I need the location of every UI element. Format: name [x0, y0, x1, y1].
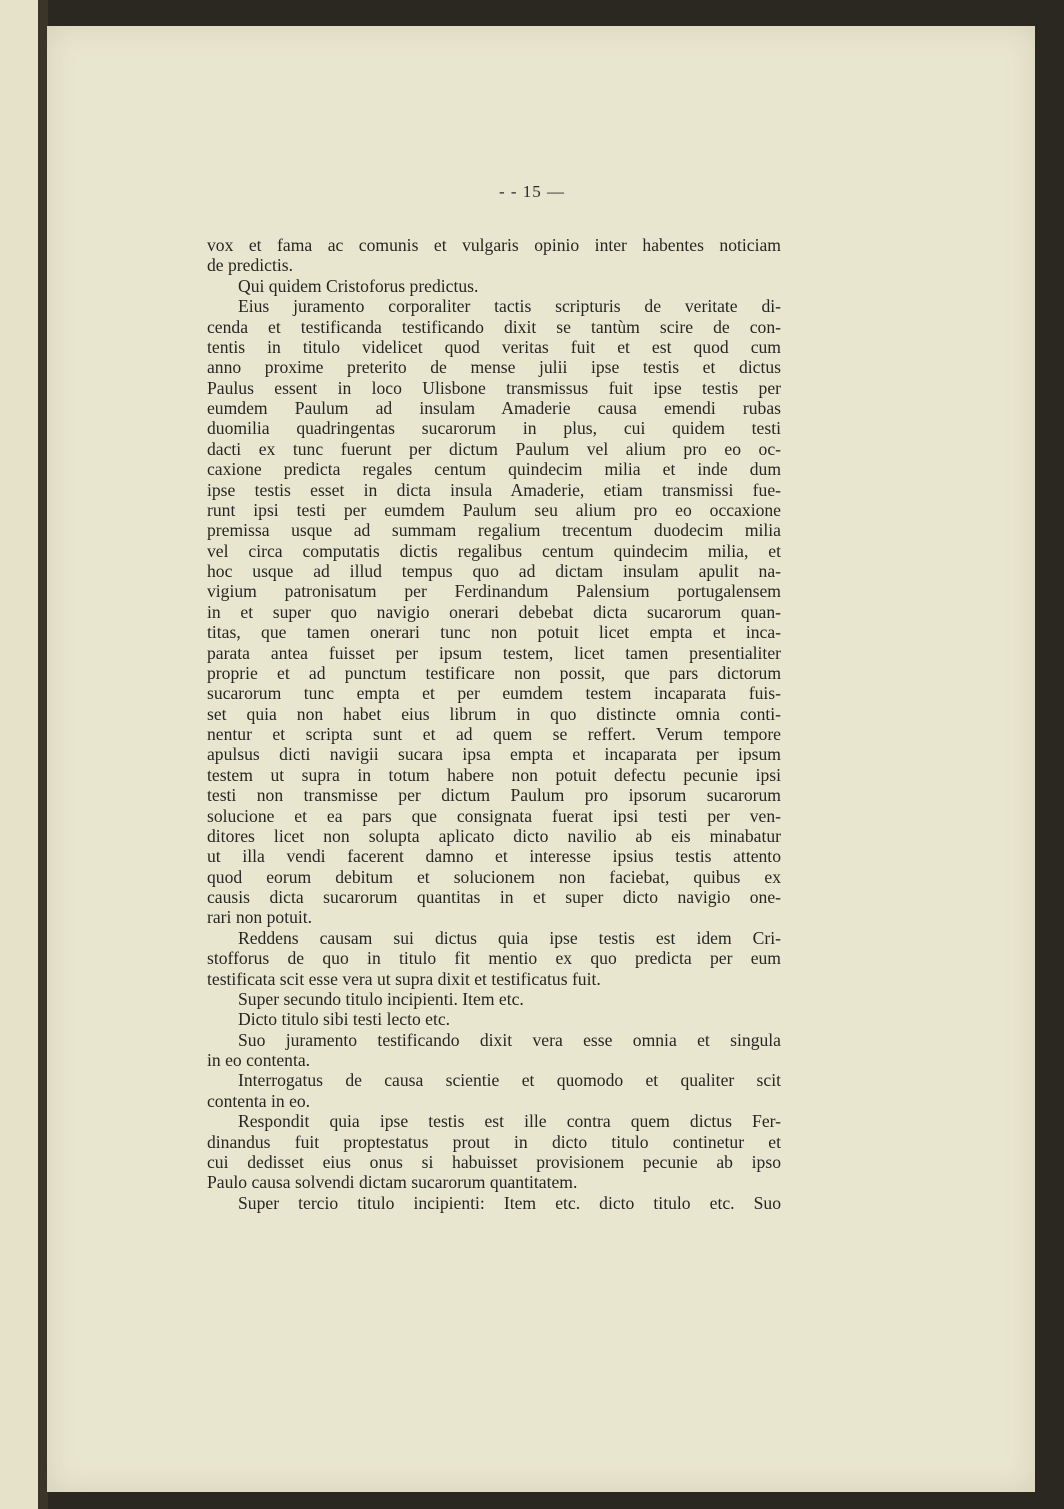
text-line: rari non potuit. — [207, 907, 313, 928]
text-line: premissa usque ad summam regalium trecentum duodecim milia — [207, 520, 781, 541]
text-line: de predictis. — [207, 255, 293, 276]
text-line: parata antea fuisset per ipsum testem, licet tamen presentialiter — [207, 642, 781, 663]
text-line: cui dedisset eius onus si habuisset provisionem pecunie ab ipso — [207, 1151, 781, 1172]
text-line: solucione et ea pars que consignata fuerat ipsi testi per ven- — [207, 805, 781, 826]
text-line: testificata scit esse vera ut supra dixit et testificatus fuit. — [207, 968, 601, 989]
text-line: vigium patronisatum per Ferdinandum Palensium portugalensem — [207, 581, 781, 602]
text-line: in et super quo navigio onerari debebat dicta sucarorum quan- — [207, 601, 781, 622]
text-line: Paulus essent in loco Ulisbone transmissus fuit ipse testis per — [207, 377, 781, 398]
text-line: vox et fama ac comunis et vulgaris opinio inter habentes noticiam — [207, 235, 781, 255]
text-line: titas, que tamen onerari tunc non potuit licet empta et inca- — [207, 622, 781, 643]
text-line: Super secundo titulo incipienti. Item etc. — [238, 988, 524, 1009]
text-line: anno proxime preterito de mense julii ipse testis et dictus — [207, 357, 781, 378]
text-line: contenta in eo. — [207, 1090, 311, 1111]
text-line: sucarorum tunc empta et per eumdem testem incaparata fuis- — [207, 683, 781, 704]
text-line: ditores licet non solupta aplicato dicto navilio ab eis minabatur — [207, 825, 781, 846]
body-text — [207, 235, 781, 1213]
text-line: Interrogatus de causa scientie et quomodo et qualiter scit — [238, 1070, 781, 1091]
text-line: vel circa computatis dictis regalibus centum quindecim milia, et — [207, 540, 781, 561]
text-line: cenda et testificanda testificando dixit se tantùm scire de con- — [207, 316, 781, 337]
text-line: set quia non habet eius librum in quo distincte omnia conti- — [207, 703, 781, 724]
page-number: - - 15 — — [498, 182, 566, 201]
text-line: hoc usque ad illud tempus quo ad dictam insulam apulit na- — [207, 561, 781, 581]
text-line: causis dicta sucarorum quantitas in et super dicto navigio one- — [207, 887, 781, 907]
text-line: Reddens causam sui dictus quia ipse testis est idem Cri- — [238, 927, 781, 948]
text-line: Paulo causa solvendi dictam sucarorum quantitatem. — [207, 1172, 578, 1193]
text-line: tentis in titulo videlicet quod veritas fuit et est quod cum — [207, 336, 781, 357]
text-line: caxione predicta regales centum quindecim milia et inde dum — [207, 459, 781, 480]
text-line: Super tercio titulo incipienti: Item etc. dicto titulo etc. Suo — [238, 1192, 781, 1213]
text-line: eumdem Paulum ad insulam Amaderie causa emendi rubas — [207, 398, 781, 418]
text-line: Respondit quia ipse testis est ille contra quem dictus Fer- — [238, 1111, 781, 1132]
text-line: testi non transmisse per dictum Paulum pro ipsorum sucarorum — [207, 785, 781, 806]
text-line: dacti ex tunc fuerunt per dictum Paulum vel alium pro eo oc- — [207, 438, 781, 459]
text-line: quod eorum debitum et solucionem non faciebat, quibus ex — [207, 866, 781, 887]
text-line: duomilia quadringentas sucarorum in plus, cui quidem testi — [207, 418, 781, 439]
text-line: dinandus fuit proptestatus prout in dicto titulo continetur et — [207, 1131, 781, 1152]
text-line: testem ut supra in totum habere non potuit defectu pecunie ipsi — [207, 764, 781, 785]
text-line: Suo juramento testificando dixit vera esse omnia et singula — [238, 1029, 781, 1050]
text-line: ut illa vendi facerent damno et interesse ipsius testis attento — [207, 846, 781, 867]
text-line: stofforus de quo in titulo fit mentio ex quo predicta per eum — [207, 948, 781, 969]
text-line: ipse testis esset in dicta insula Amaderie, etiam transmissi fue- — [207, 479, 781, 500]
adjacent-page-edge — [0, 0, 40, 1509]
text-line: runt ipsi testi per eumdem Paulum seu alium pro eo occaxione — [207, 499, 781, 520]
text-line: Dicto titulo sibi testi lecto etc. — [238, 1009, 451, 1030]
text-line: Eius juramento corporaliter tactis scripturis de veritate di- — [238, 296, 781, 317]
text-line: nentur et scripta sunt et ad quem se reffert. Verum tempore — [207, 724, 781, 744]
text-line: in eo contenta. — [207, 1050, 311, 1070]
text-line: Qui quidem Cristoforus predictus. — [238, 275, 479, 296]
text-line: proprie et ad punctum testificare non possit, que pars dictorum — [207, 662, 781, 683]
text-line: apulsus dicti navigii sucara ipsa empta et incaparata per ipsum — [207, 744, 781, 765]
